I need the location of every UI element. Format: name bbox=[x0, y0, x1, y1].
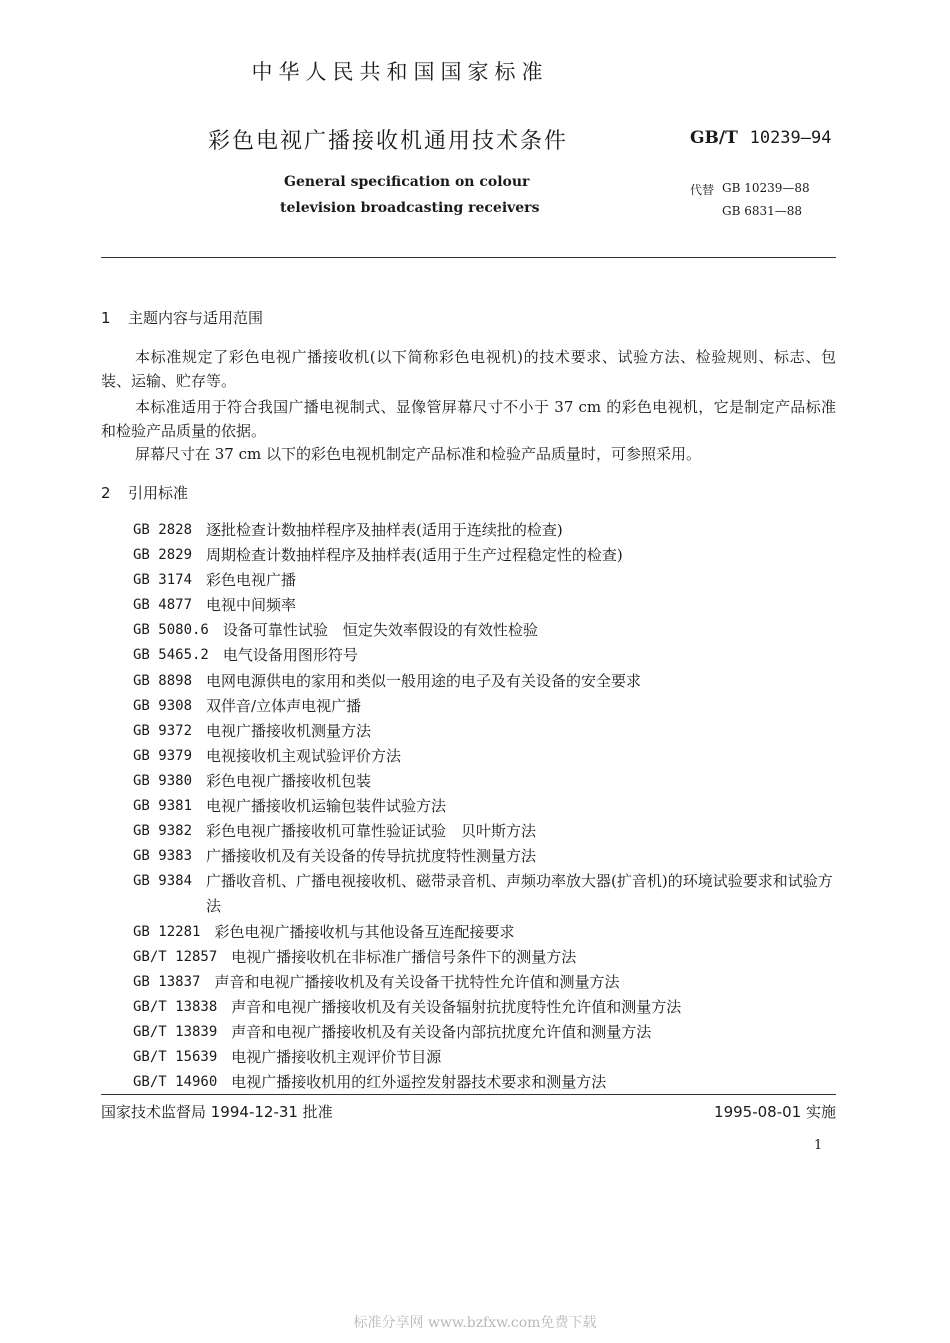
reference-title: 彩色电视广播 bbox=[206, 571, 297, 590]
reference-code: GB 2828 bbox=[133, 522, 193, 538]
national-standard-heading: 中华人民共和国国家标准 bbox=[251, 60, 549, 84]
reference-title: 电视接收机主观试验评价方法 bbox=[206, 746, 402, 765]
reference-item bbox=[133, 568, 838, 593]
header-divider bbox=[101, 257, 836, 258]
reference-item bbox=[133, 769, 838, 794]
reference-title: 周期检查计数抽样程序及抽样表(适用于生产过程稳定性的检查) bbox=[206, 546, 623, 565]
reference-code: GB/T 13839 bbox=[133, 1023, 218, 1040]
reference-code: GB 5080.6 bbox=[133, 622, 209, 639]
reference-code: GB 4877 bbox=[133, 597, 193, 614]
document-title-en-line1: General specification on colour bbox=[284, 174, 530, 190]
reference-item bbox=[133, 694, 838, 719]
replaces-standard-2: GB 6831—88 bbox=[722, 204, 803, 218]
reference-item bbox=[133, 744, 838, 769]
reference-title: 电视广播接收机测量方法 bbox=[206, 721, 372, 740]
reference-code: GB 9382 bbox=[133, 823, 193, 840]
section-1-paragraph-1: 本标准规定了彩色电视广播接收机(以下简称彩色电视机)的技术要求、试验方法、检验规则、标志、包装、运输、贮存等。 bbox=[101, 348, 836, 390]
section-2-title: 引用标准 bbox=[128, 484, 189, 502]
watermark: 标准分享网 www.bzfxw.com免费下载 bbox=[353, 1315, 597, 1331]
section-2-heading bbox=[101, 482, 188, 503]
footer-divider bbox=[101, 1094, 836, 1095]
reference-title: 电气设备用图形符号 bbox=[222, 646, 358, 665]
reference-title: 电网电源供电的家用和类似一般用途的电子及有关设备的安全要求 bbox=[206, 671, 642, 690]
standard-code-prefix: GB/T bbox=[690, 128, 738, 148]
page-number: 1 bbox=[814, 1138, 823, 1153]
section-1-paragraph-2: 本标准适用于符合我国广播电视制式、显像管屏幕尺寸不小于 37 cm 的彩色电视机，它是制定产品标准和检验产品质量的依据。 bbox=[101, 398, 836, 440]
reference-item bbox=[133, 1020, 838, 1045]
reference-title: 逐批检查计数抽样程序及抽样表(适用于连续批的检查) bbox=[206, 521, 563, 539]
replaces-standard-1: GB 10239—88 bbox=[722, 181, 810, 195]
reference-title: 电视广播接收机在非标准广播信号条件下的测量方法 bbox=[231, 947, 577, 966]
reference-item bbox=[133, 844, 838, 869]
section-1-heading bbox=[101, 307, 263, 328]
reference-title: 广播接收机及有关设备的传导抗扰度特性测量方法 bbox=[206, 847, 537, 866]
reference-code: GB 9372 bbox=[133, 722, 193, 739]
reference-code: GB 9308 bbox=[133, 697, 193, 714]
reference-item bbox=[133, 669, 838, 694]
reference-item bbox=[133, 920, 838, 945]
reference-title: 设备可靠性试验 恒定失效率假设的有效性检验 bbox=[222, 621, 538, 640]
section-1-paragraph-3: 屏幕尺寸在 37 cm 以下的彩色电视机制定产品标准和检验产品质量时，可参照采用。 bbox=[135, 445, 702, 463]
reference-item bbox=[133, 970, 838, 995]
standard-code bbox=[690, 128, 831, 148]
reference-item bbox=[133, 543, 838, 568]
standard-code-number: 10239—94 bbox=[749, 128, 832, 148]
reference-item bbox=[133, 1045, 838, 1070]
reference-title: 彩色电视广播接收机可靠性验证试验 贝叶斯方法 bbox=[206, 822, 537, 841]
reference-item bbox=[133, 593, 838, 618]
reference-code: GB/T 13838 bbox=[133, 998, 218, 1015]
reference-title: 彩色电视广播接收机与其他设备互连配接要求 bbox=[214, 922, 515, 941]
reference-code: GB 8898 bbox=[133, 672, 193, 689]
reference-code: GB/T 14960 bbox=[133, 1074, 218, 1091]
reference-title: 广播收音机、广播电视接收机、磁带录音机、声频功率放大器(扩音机)的环境试验要求和试验方法 bbox=[206, 872, 833, 916]
reference-title: 电视广播接收机用的红外遥控发射器技术要求和测量方法 bbox=[231, 1073, 607, 1092]
reference-item bbox=[133, 1070, 838, 1095]
reference-title: 双伴音/立体声电视广播 bbox=[206, 696, 362, 715]
reference-item bbox=[133, 719, 838, 744]
reference-title: 电视广播接收机主观评价节目源 bbox=[231, 1047, 442, 1066]
document-title-en-line2: television broadcasting receivers bbox=[280, 200, 540, 216]
reference-item bbox=[133, 869, 838, 919]
reference-item bbox=[133, 995, 838, 1020]
reference-title: 声音和电视广播接收机及有关设备内部抗扰度允许值和测量方法 bbox=[231, 1022, 652, 1041]
section-1-number: 1 bbox=[101, 309, 111, 327]
section-2-number: 2 bbox=[101, 484, 111, 502]
reference-code: GB 9379 bbox=[133, 747, 193, 764]
reference-item bbox=[133, 618, 838, 643]
reference-code: GB 9384 bbox=[133, 873, 193, 890]
reference-code: GB 2829 bbox=[133, 547, 193, 564]
reference-code: GB 9380 bbox=[133, 772, 193, 789]
reference-title: 电视广播接收机运输包装件试验方法 bbox=[206, 797, 447, 816]
reference-code: GB 9383 bbox=[133, 848, 193, 865]
document-title-cn: 彩色电视广播接收机通用技术条件 bbox=[208, 129, 569, 154]
approval-date: 国家技术监督局 1994-12-31 批准 bbox=[101, 1103, 333, 1121]
reference-item bbox=[133, 945, 838, 970]
section-1-title: 主题内容与适用范围 bbox=[128, 309, 264, 327]
reference-code: GB 9381 bbox=[133, 798, 193, 815]
reference-code: GB/T 12857 bbox=[133, 948, 218, 965]
reference-list bbox=[133, 518, 838, 1095]
implementation-date: 1995-08-01 实施 bbox=[714, 1103, 836, 1121]
reference-item bbox=[133, 643, 838, 668]
reference-title: 电视中间频率 bbox=[206, 596, 297, 615]
reference-item bbox=[133, 518, 838, 543]
reference-title: 声音和电视广播接收机及有关设备干扰特性允许值和测量方法 bbox=[214, 972, 620, 991]
reference-code: GB 5465.2 bbox=[133, 647, 209, 664]
reference-code: GB/T 15639 bbox=[133, 1048, 218, 1065]
reference-code: GB 12281 bbox=[133, 923, 201, 940]
reference-code: GB 13837 bbox=[133, 973, 201, 990]
reference-title: 彩色电视广播接收机包装 bbox=[206, 771, 372, 790]
reference-title: 声音和电视广播接收机及有关设备辐射抗扰度特性允许值和测量方法 bbox=[231, 997, 682, 1016]
reference-code: GB 3174 bbox=[133, 572, 193, 589]
reference-item bbox=[133, 794, 838, 819]
replaces-label: 代替 bbox=[690, 183, 715, 197]
reference-item bbox=[133, 819, 838, 844]
